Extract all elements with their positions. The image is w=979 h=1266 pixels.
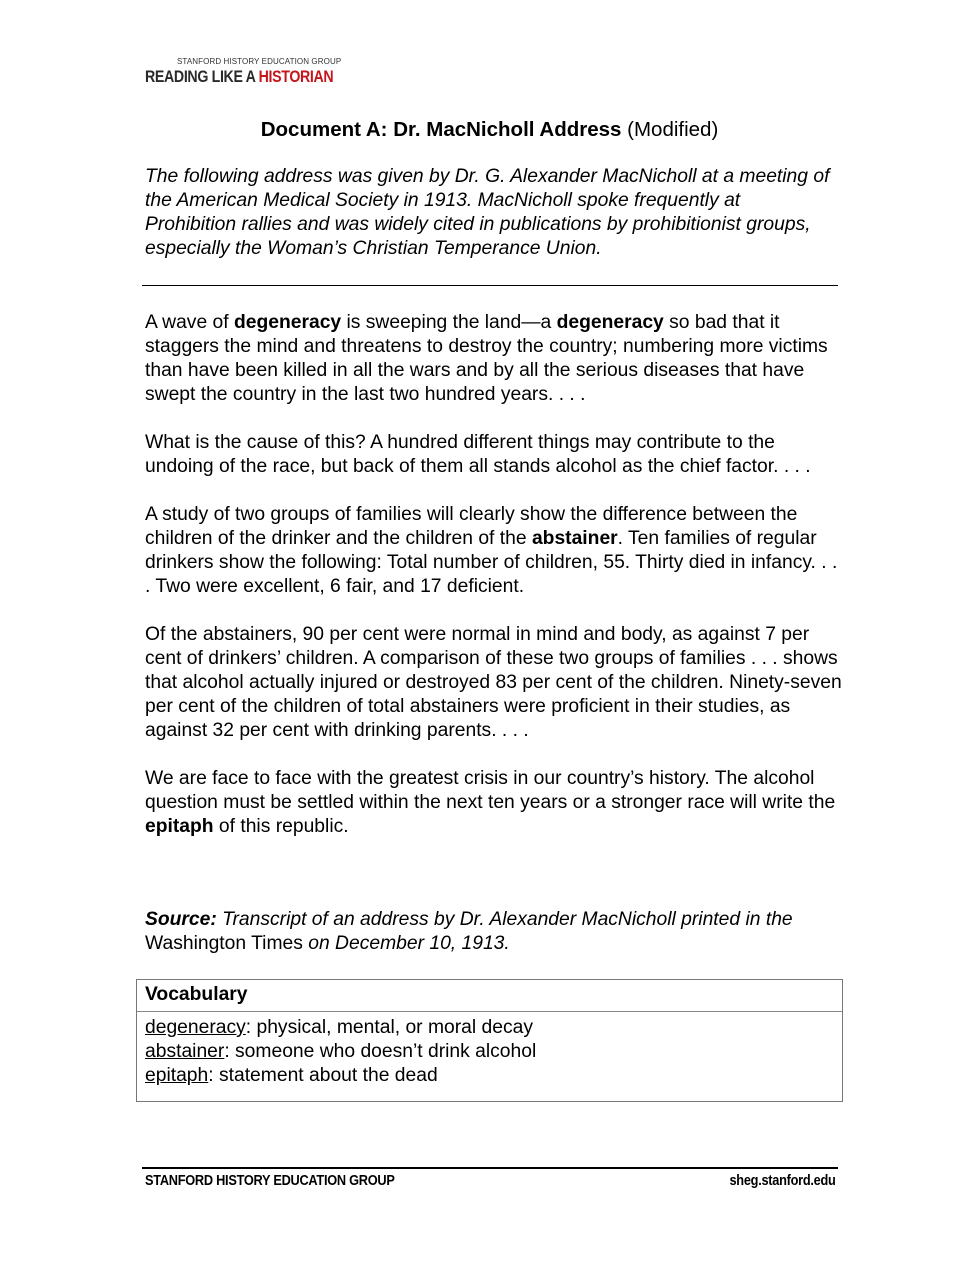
page-title-bold: Document A: Dr. MacNicholl Address	[260, 118, 622, 141]
vocabulary-list	[145, 1016, 536, 1088]
vocab-term: degeneracy	[145, 1017, 246, 1038]
p5-term-epitaph: epitaph	[145, 816, 214, 837]
source-publication: Washington Times	[145, 933, 303, 954]
vocab-item	[145, 1040, 536, 1064]
footer-url: sheg.stanford.edu	[729, 1173, 836, 1189]
vocabulary-box	[136, 979, 843, 1102]
vocab-term: abstainer	[145, 1041, 225, 1062]
p3-text-c: . Ten families of regular drinkers show the following: Total number of children, 55. Thirty died in infancy. . . . Two were excellent, 6 fair, and 17 deficient.	[145, 528, 838, 597]
source-text-2: on December 10, 1913.	[302, 933, 510, 954]
vocabulary-divider	[137, 1011, 842, 1012]
p5-text-a: We are face to face with the greatest crisis in our country’s history. The alcohol question must be settled within the next ten years or a stronger race will write the	[145, 768, 836, 813]
p1-term-degeneracy-1: degeneracy	[233, 312, 342, 333]
document-body	[145, 311, 845, 863]
vocab-item	[145, 1016, 536, 1040]
logo-title	[145, 68, 333, 87]
footer-divider	[142, 1167, 838, 1169]
paragraph-3	[145, 503, 845, 599]
p5-text-c: of this republic.	[213, 816, 349, 837]
logo-title-prefix: READING LIKE A	[145, 68, 259, 86]
page-title-modifier: (Modified)	[621, 118, 719, 141]
p1-text-d: so bad that it staggers the mind and threatens to destroy the country; numbering more victims than have been killed in all the wars and by all the serious diseases that have swept the country in the last two hundred years. . . .	[145, 312, 828, 405]
logo	[145, 57, 364, 87]
source-label: Source:	[145, 909, 217, 930]
paragraph-2: What is the cause of this? A hundred different things may contribute to the undoing of the race, but back of them all stands alcohol as the chief factor. . . .	[145, 432, 811, 477]
vocab-definition: : someone who doesn’t drink alcohol	[224, 1041, 537, 1062]
footer-organization: STANFORD HISTORY EDUCATION GROUP	[145, 1173, 395, 1189]
vocab-item	[145, 1064, 536, 1088]
p3-term-abstainer: abstainer	[531, 528, 618, 549]
p1-term-degeneracy-2: degeneracy	[556, 312, 664, 333]
page-title	[0, 117, 979, 143]
logo-title-red-2: RIAN	[300, 68, 334, 86]
logo-title-red-1: HIST	[258, 68, 290, 86]
paragraph-1	[145, 311, 845, 407]
vocab-definition: : physical, mental, or moral decay	[245, 1017, 533, 1038]
vocabulary-heading: Vocabulary	[145, 984, 248, 1005]
p1-text-c: is sweeping the land—a	[341, 312, 557, 333]
paragraph-4: Of the abstainers, 90 per cent were normal in mind and body, as against 7 per cent of drinkers’ children. A comparison of these two groups of families . . . shows that alcohol actually injured or destroyed 83 per cent of the children. Ninety-seven per cent of the children of total abstainers were proficient in their studies, as against 32 per cent with drinking parents. . . .	[145, 624, 842, 741]
source-citation	[145, 908, 845, 956]
vocab-term: epitaph	[145, 1065, 209, 1086]
p1-text-a: A wave of	[145, 312, 234, 333]
source-text-1: Transcript of an address by Dr. Alexander MacNicholl printed in the	[216, 909, 793, 930]
intro-text: The following address was given by Dr. G. Alexander MacNicholl at a meeting of the American Medical Society in 1913. MacNicholl spoke frequently at Prohibition rallies and was widely cited in publications by prohibitionist groups, especially the Woman’s Christian Temperance Union.	[145, 166, 830, 259]
paragraph-5	[145, 767, 845, 839]
logo-magnifier-o: O	[289, 68, 301, 86]
p3-text-a: A study of two groups of families will clearly show the difference between the children of the drinker and the children of the	[145, 504, 798, 549]
divider	[142, 285, 838, 286]
vocab-definition: : statement about the dead	[208, 1065, 438, 1086]
logo-subtitle: STANFORD HISTORY EDUCATION GROUP	[177, 57, 342, 66]
